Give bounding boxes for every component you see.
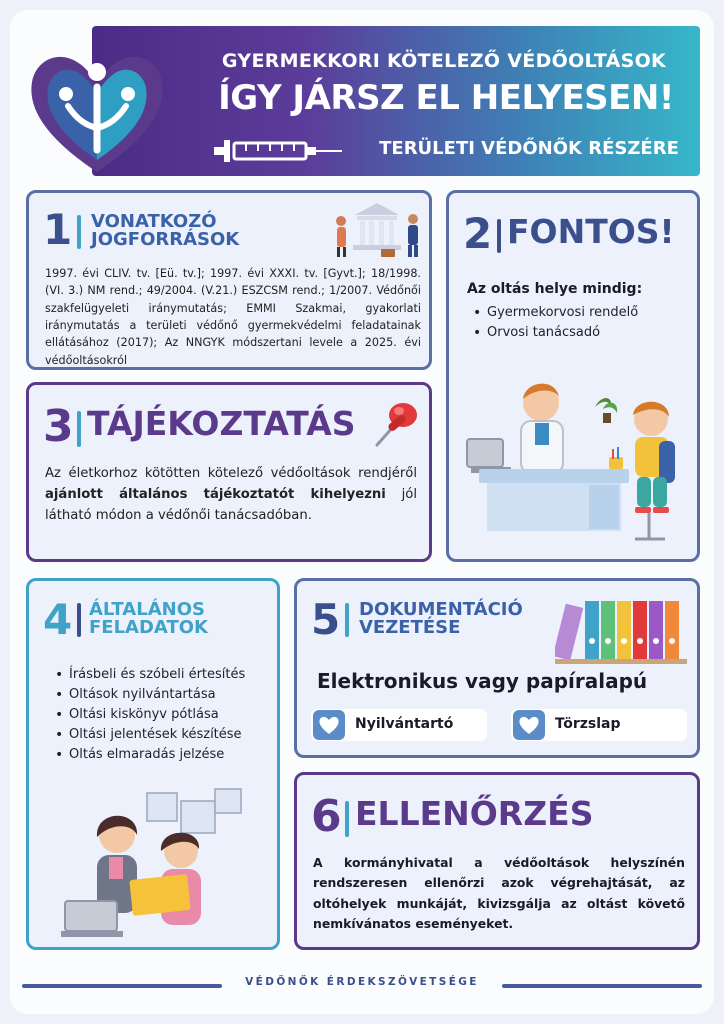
pill-torzslap: [511, 709, 687, 741]
courthouse-icon: [329, 199, 425, 261]
section-5-lead: Elektronikus vagy papíralapú: [317, 669, 648, 693]
section-3-card: [26, 382, 432, 562]
section-2-lead: Az oltás helye mindig:: [467, 281, 643, 297]
footer-line-left: [22, 984, 222, 988]
section-3-number: 3: [43, 401, 74, 452]
section-5-number: 5: [311, 595, 341, 644]
pill-logo-icon: [313, 710, 345, 740]
section-3-divider: [77, 411, 81, 447]
section-4-card: [26, 578, 280, 950]
section-5-card: [294, 578, 700, 758]
women-reading-illustration: [61, 787, 251, 943]
section-2-divider: [497, 219, 501, 253]
section-1-title: VONATKOZÓ JOGFORRÁSOK: [91, 211, 240, 250]
header-audience: TERÜLETI VÉDŐNŐK RÉSZÉRE: [379, 138, 679, 159]
list-item: • Orvosi tanácsadó: [469, 323, 689, 343]
header-title: ÍGY JÁRSZ EL HELYESEN!: [218, 78, 674, 118]
pill-torzslap-label: Törzslap: [555, 716, 621, 732]
pill-nyilvantarto-label: Nyilvántartó: [355, 716, 454, 732]
section-1-divider: [77, 215, 81, 249]
section-1-number: 1: [43, 205, 73, 254]
section-6-text: A kormányhivatal a védőoltások helyszínén rendszeresen ellenőrzi azok végrehajtását, az oltóhelyek munkáját, kivizsgálja az oltást követő nemkívánatos eseményeket.: [313, 855, 685, 932]
section-5-divider: [345, 603, 349, 637]
section-4-number: 4: [43, 595, 73, 644]
list-item: • Gyermekorvosi rendelő: [469, 303, 689, 323]
footer-text: VÉDŐNŐK ÉRDEKSZÖVETSÉGE: [245, 976, 479, 988]
pushpin-icon: [371, 395, 421, 449]
syringe-icon: [214, 134, 344, 168]
section-2-list: [469, 303, 689, 343]
section-2-card: [446, 190, 700, 562]
list-item: • Oltási kiskönyv pótlása: [51, 705, 275, 725]
section-1-card: [26, 190, 432, 370]
section-3-title: TÁJÉKOZTATÁS: [87, 404, 356, 443]
section-5-title: DOKUMENTÁCIÓ VEZETÉSE: [359, 599, 523, 638]
section-1-text: 1997. évi CLIV. tv. [Eü. tv.]; 1997. évi XXXI. tv. [Gyvt.]; 18/1998. (VI. 3.) NM rend.; 49/2004. (V.21.) ESZCSM rend.; 1/2007. Védőnői szakfelügyeleti iránymutatás; EMMI Szakmai, gyakorlati iránymutatás a területi védőnő gyermekvédelmi feladatainak ellátásához (2017); Az NNGYK módszertani levele a 2025. évi védőoltásokról: [45, 267, 421, 367]
header: [14, 14, 700, 166]
pill-nyilvantarto: [311, 709, 487, 741]
section-2-number: 2: [463, 209, 493, 258]
section-4-divider: [77, 603, 81, 637]
section-6-divider: [345, 801, 349, 837]
section-4-title: ÁLTALÁNOS FELADATOK: [89, 599, 208, 638]
section-6-title: ELLENŐRZÉS: [355, 794, 594, 833]
list-item: • Írásbeli és szóbeli értesítés: [51, 665, 275, 685]
list-item: • Oltási jelentések készítése: [51, 725, 275, 745]
doctor-child-illustration: [459, 373, 695, 553]
pill-logo-icon: [513, 710, 545, 740]
section-3-text: Az életkorhoz kötötten kötelező védőoltások rendjéről ajánlott általános tájékoztatót kihelyezni jól látható módon a védőnői tanácsadóban.: [45, 466, 417, 524]
section-4-list: [51, 665, 275, 765]
section-6-number: 6: [311, 791, 342, 842]
logo-hearts-icon: [22, 32, 172, 182]
binders-icon: [555, 595, 689, 665]
list-item: • Oltás elmaradás jelzése: [51, 745, 275, 765]
section-2-title: FONTOS!: [507, 212, 675, 251]
header-subtitle: GYERMEKKORI KÖTELEZŐ VÉDŐOLTÁSOK: [221, 50, 667, 72]
footer-line-right: [502, 984, 702, 988]
section-6-card: [294, 772, 700, 950]
list-item: • Oltások nyilvántartása: [51, 685, 275, 705]
